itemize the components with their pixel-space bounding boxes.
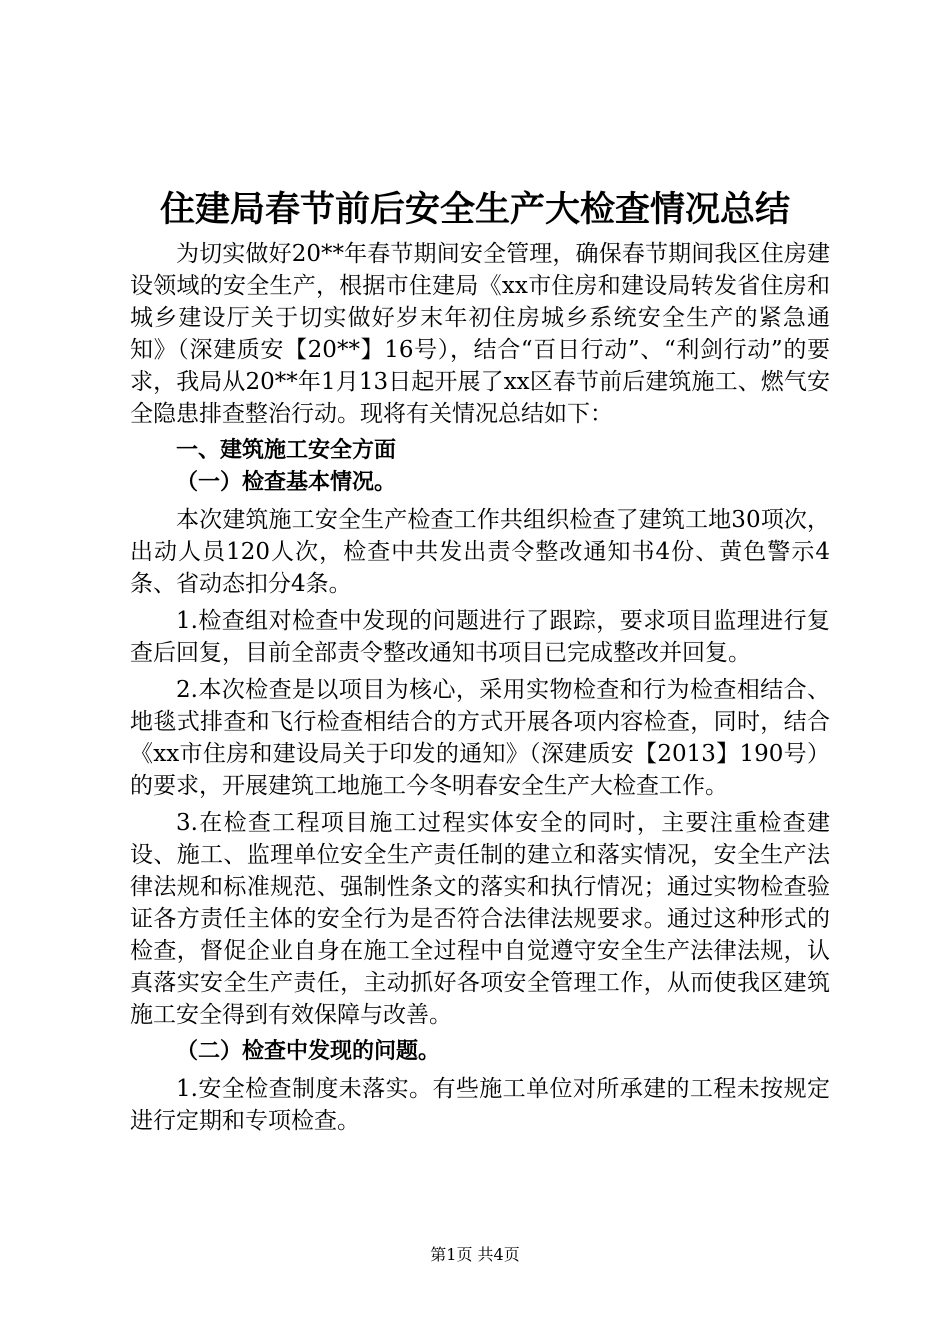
paragraph-problem-1: 1.安全检查制度未落实。有些施工单位对所承建的工程未按规定进行定期和专项检查。	[130, 1076, 830, 1134]
paragraph-item-2: 2.本次检查是以项目为核心，采用实物检查和行为检查相结合、地毯式排查和飞行检查相结合的方式开展各项内容检查，同时，结合《xx市住房和建设局关于印发的通知》（深建质安【2013】190号）的要求，开展建筑工地施工今冬明春安全生产大检查工作。	[130, 677, 830, 799]
paragraph-item-1: 1.检查组对检查中发现的问题进行了跟踪，要求项目监理进行复查后回复，目前全部责令整改通知书项目已完成整改并回复。	[130, 608, 830, 666]
paragraph-item-3: 3.在检查工程项目施工过程实体安全的同时，主要注重检查建设、施工、监理单位安全生产责任制的建立和落实情况，安全生产法律法规和标准规范、强制性条文的落实和执行情况；通过实物检查验证各方责任主体的安全行为是否符合法律法规要求。通过这种形式的检查，督促企业自身在施工全过程中自觉遵守安全生产法律法规，认真落实安全生产责任，主动抓好各项安全管理工作，从而使我区建筑施工安全得到有效保障与改善。	[130, 810, 830, 1028]
paragraph-inspection-summary: 本次建筑施工安全生产检查工作共组织检查了建筑工地30项次，出动人员120人次，检查中共发出责令整改通知书4份、黄色警示4条、省动态扣分4条。	[130, 507, 830, 597]
subsection-heading-problems: （二）检查中发现的问题。	[176, 1039, 441, 1064]
document-body	[130, 238, 830, 1137]
section-heading-construction-safety: 一、建筑施工安全方面	[176, 438, 397, 463]
page-number-footer: 第1页 共4页	[430, 1245, 520, 1264]
document-title: 住建局春节前后安全生产大检查情况总结	[159, 190, 790, 230]
intro-paragraph: 为切实做好20**年春节期间安全管理，确保春节期间我区住房建设领域的安全生产，根据市住建局《xx市住房和建设局转发省住房和城乡建设厅关于切实做好岁末年初住房城乡系统安全生产的紧急通知》（深建质安【20**】16号），结合“百日行动”、“利剑行动”的要求，我局从20**年1月13日起开展了xx区春节前后建筑施工、燃气安全隐患排查整治行动。现将有关情况总结如下：	[130, 241, 830, 427]
subsection-heading-basic-info: （一）检查基本情况。	[176, 470, 397, 495]
